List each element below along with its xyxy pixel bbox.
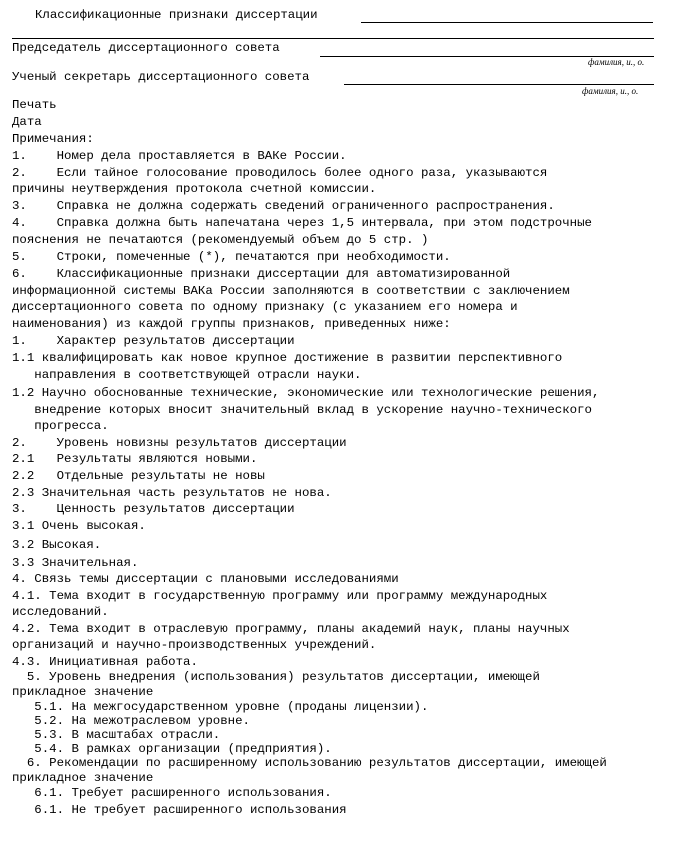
note-line: причины неутверждения протокола счетной комиссии.: [12, 182, 377, 196]
date-label: Дата: [12, 115, 42, 129]
note-line: прогресса.: [12, 419, 109, 433]
note-line: 6.1. Требует расширенного использования.: [12, 786, 332, 800]
note-line: 1.2 Научно обоснованные технические, экономические или технологические решения,: [12, 386, 600, 400]
note-line: 5.3. В масштабах отрасли.: [12, 728, 221, 742]
note-line: организаций и научно-производственных учреждений.: [12, 638, 377, 652]
note-line: 4. Справка должна быть напечатана через 1,5 интервала, при этом подстрочные: [12, 216, 592, 230]
note-line: 2. Уровень новизны результатов диссертации: [12, 436, 347, 450]
note-line: 6. Рекомендации по расширенному использованию результатов диссертации, имеющей: [12, 756, 607, 770]
secretary-label: Ученый секретарь диссертационного совета: [12, 70, 310, 84]
note-line: 5. Уровень внедрения (использования) результатов диссертации, имеющей: [12, 670, 540, 684]
note-line: 2.3 Значительная часть результатов не нова.: [12, 486, 332, 500]
chairman-label: Председатель диссертационного совета: [12, 41, 280, 55]
seal-label: Печать: [12, 98, 57, 112]
note-line: 1. Характер результатов диссертации: [12, 334, 295, 348]
note-line: 5.1. На межгосударственном уровне (проданы лицензии).: [12, 700, 429, 714]
note-line: внедрение которых вносит значительный вклад в ускорение научно-технического: [12, 403, 592, 417]
note-line: 2. Если тайное голосование проводилось более одного раза, указываются: [12, 166, 548, 180]
note-line: 2.2 Отдельные результаты не новы: [12, 469, 265, 483]
classification-field-line: [361, 22, 653, 23]
note-line: 1. Номер дела проставляется в ВАКе России.: [12, 149, 347, 163]
note-line: 5.2. На межотраслевом уровне.: [12, 714, 250, 728]
note-line: пояснения не печатаются (рекомендуемый объем до 5 стр. ): [12, 233, 429, 247]
note-line: 3. Справка не должна содержать сведений ограниченного распространения.: [12, 199, 555, 213]
note-line: 3.3 Значительная.: [12, 556, 139, 570]
note-line: диссертационного совета по одному признаку (с указанием его номера и: [12, 300, 518, 314]
note-line: 3.1 Очень высокая.: [12, 519, 146, 533]
note-line: 4. Связь темы диссертации с плановыми исследованиями: [12, 572, 399, 586]
note-line: 6. Классификационные признаки диссертации для автоматизированной: [12, 267, 511, 281]
separator-line: [12, 38, 654, 39]
note-line: 4.2. Тема входит в отраслевую программу, планы академий наук, планы научных: [12, 622, 570, 636]
secretary-name-caption: фамилия, и., о.: [582, 86, 639, 96]
note-line: 2.1 Результаты являются новыми.: [12, 452, 258, 466]
note-line: исследований.: [12, 605, 109, 619]
chairman-name-caption: фамилия, и., о.: [588, 57, 645, 67]
note-line: 6.1. Не требует расширенного использования: [12, 803, 347, 817]
note-line: 1.1 квалифицировать как новое крупное достижение в развитии перспективного: [12, 351, 563, 365]
note-line: 5. Строки, помеченные (*), печатаются при необходимости.: [12, 250, 451, 264]
note-line: 3. Ценность результатов диссертации: [12, 502, 295, 516]
note-line: прикладное значение: [12, 771, 154, 785]
secretary-signature-line: [344, 84, 654, 85]
note-line: 5.4. В рамках организации (предприятия).: [12, 742, 332, 756]
classification-label: Классификационные признаки диссертации: [35, 8, 318, 22]
note-line: 3.2 Высокая.: [12, 538, 102, 552]
note-line: информационной системы ВАКа России заполняются в соответствии с заключением: [12, 284, 570, 298]
note-line: наименования) из каждой группы признаков, приведенных ниже:: [12, 317, 451, 331]
notes-heading: Примечания:: [12, 132, 94, 146]
note-line: направления в соответствующей отрасли науки.: [12, 368, 362, 382]
note-line: 4.1. Тема входит в государственную программу или программу международных: [12, 589, 548, 603]
note-line: прикладное значение: [12, 685, 154, 699]
note-line: 4.3. Инициативная работа.: [12, 655, 198, 669]
